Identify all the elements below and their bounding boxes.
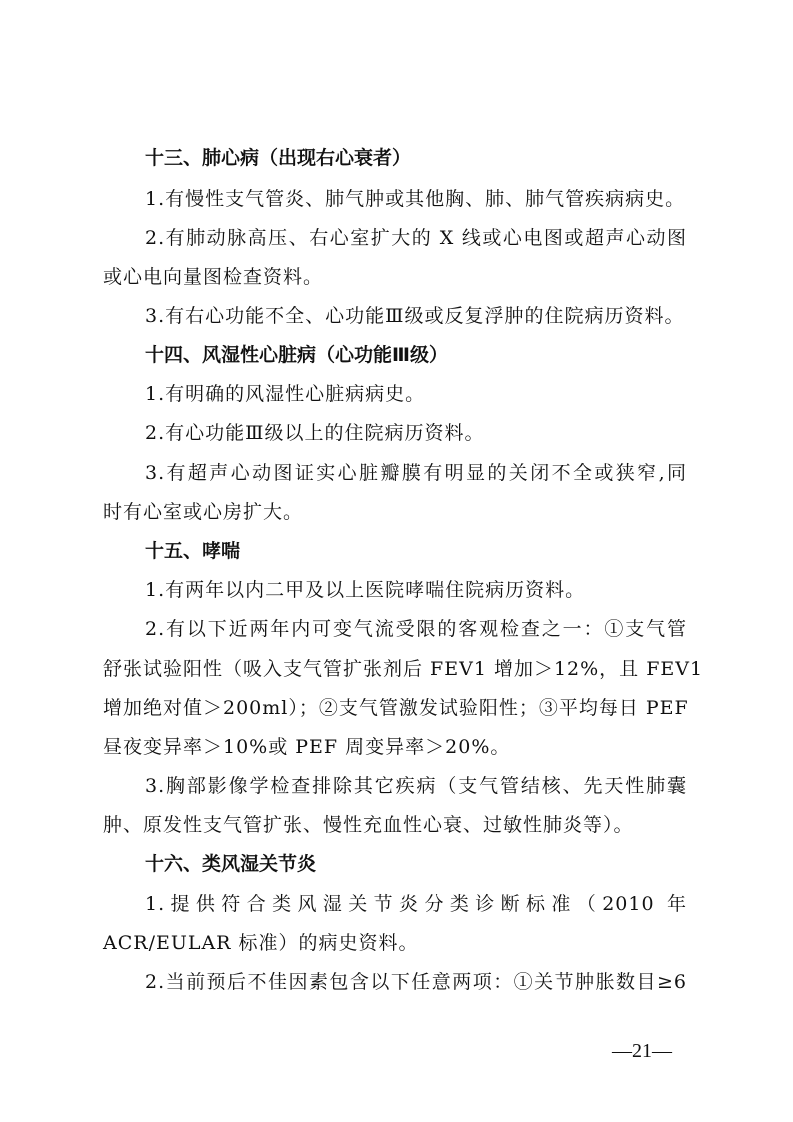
- section-13-line-3: 或心电向量图检查资料。: [103, 266, 324, 288]
- section-14-line-1: 1.有明确的风湿性心脏病病史。: [145, 383, 426, 405]
- section-15-line-1: 1.有两年以内二甲及以上医院哮喘住院病历资料。: [145, 579, 586, 601]
- section-15-line-7: 肿、原发性支气管扩张、慢性充血性心衰、过敏性肺炎等）。: [103, 814, 634, 836]
- section-15-title: 十五、哮喘: [145, 540, 241, 562]
- section-13-line-1: 1.有慢性支气管炎、肺气肿或其他胸、肺、肺气管疾病病史。: [145, 188, 686, 210]
- section-14-line-2: 2.有心功能Ⅲ级以上的住院病历资料。: [145, 422, 485, 444]
- section-16-title: 十六、类风湿关节炎: [145, 853, 317, 875]
- section-13-line-4: 3.有右心功能不全、心功能Ⅲ级或反复浮肿的住院病历资料。: [145, 305, 685, 327]
- section-13-line-2: 2.有肺动脉高压、右心室扩大的 X 线或心电图或超声心动图: [145, 227, 687, 249]
- section-14-line-4: 时有心室或心房扩大。: [103, 501, 304, 523]
- section-15-line-2: 2.有以下近两年内可变气流受限的客观检查之一：①支气管: [145, 618, 687, 640]
- section-15-line-5: 昼夜变异率＞10%或 PEF 周变异率＞20%。: [103, 736, 511, 758]
- section-14-line-3: 3.有超声心动图证实心脏瓣膜有明显的关闭不全或狭窄,同: [145, 462, 687, 484]
- section-16-line-3: 2.当前预后不佳因素包含以下任意两项：①关节肿胀数目≥6: [145, 971, 687, 993]
- page-number: —21—: [612, 1040, 672, 1062]
- section-15-line-6: 3.胸部影像学检查排除其它疾病（支气管结核、先天性肺囊: [145, 775, 687, 797]
- section-15-line-4: 增加绝对值＞200ml）；②支气管激发试验阳性；③平均每日 PEF: [103, 697, 689, 719]
- section-16-line-1: 1.提供符合类风湿关节炎分类诊断标准（2010 年: [145, 893, 687, 915]
- section-13-title: 十三、肺心病（出现右心衰者）: [145, 147, 412, 169]
- section-16-line-2: ACR/EULAR 标准）的病史资料。: [103, 932, 419, 954]
- section-15-line-3: 舒张试验阳性（吸入支气管扩张剂后 FEV1 增加＞12%，且 FEV1: [103, 658, 704, 680]
- section-14-title: 十四、风湿性心脏病（心功能Ⅲ级）: [145, 344, 448, 366]
